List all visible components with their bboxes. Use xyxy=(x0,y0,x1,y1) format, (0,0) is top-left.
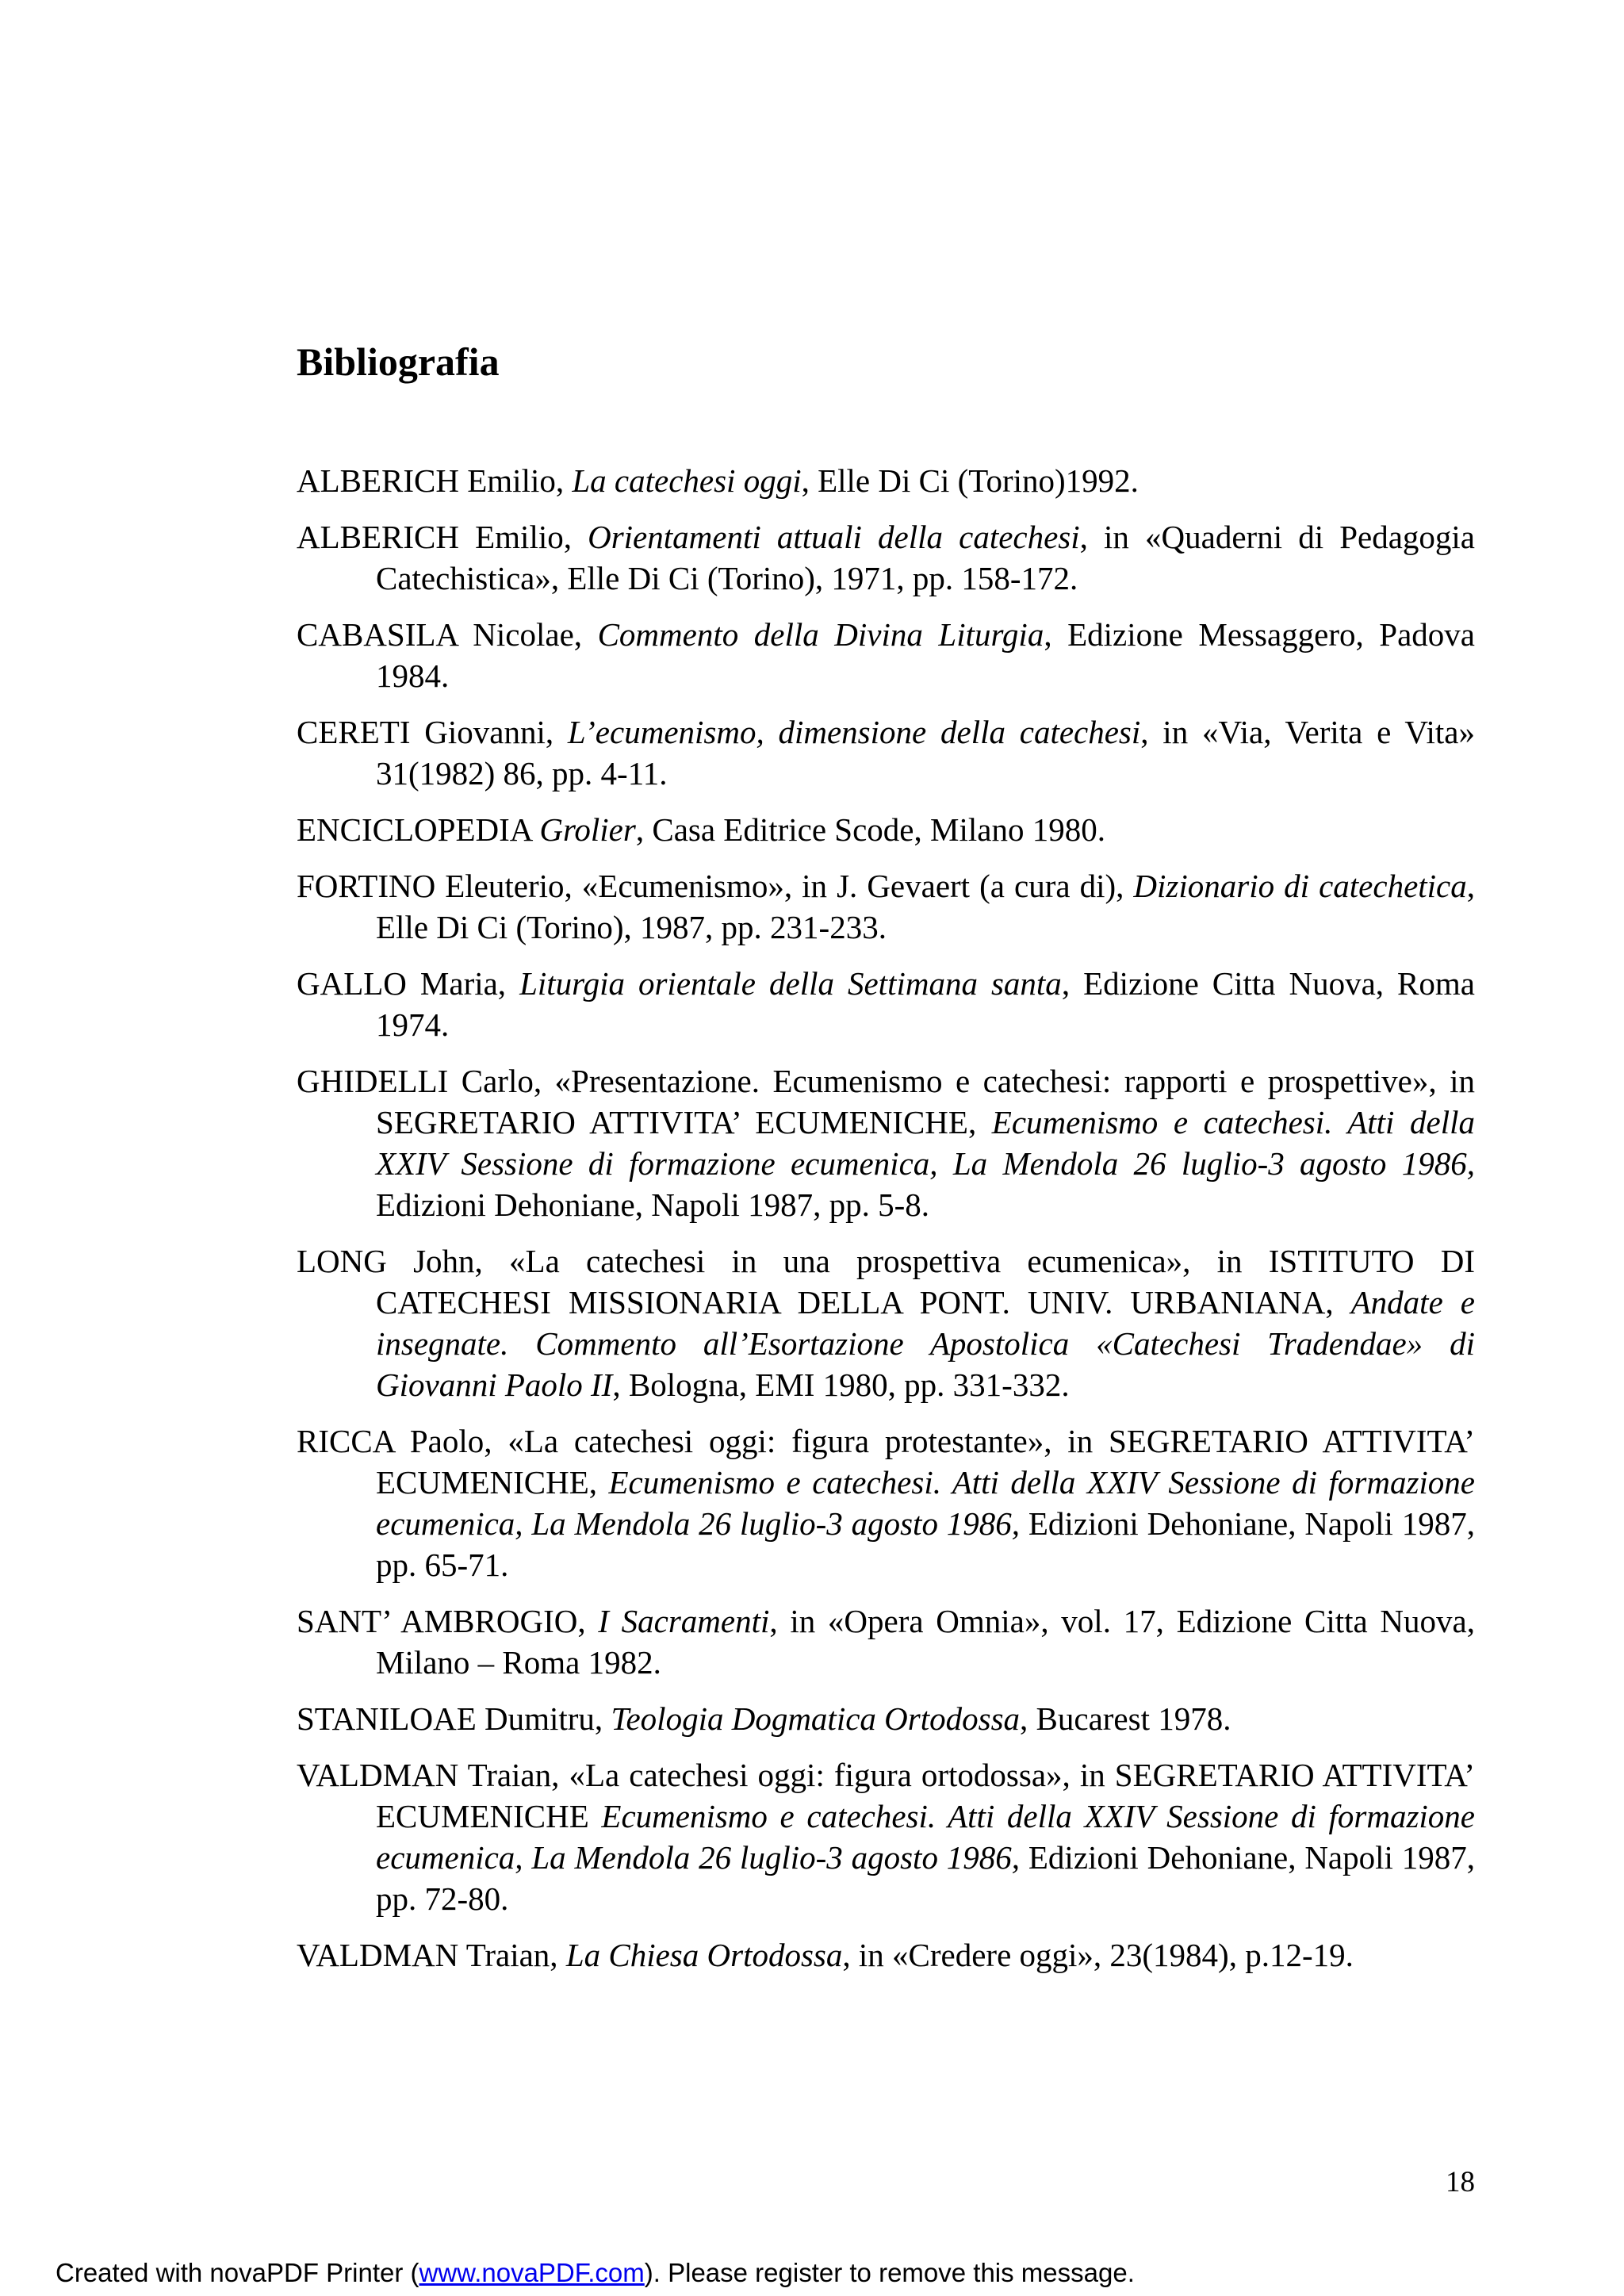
entry-details: , Bucarest 1978. xyxy=(1020,1700,1231,1737)
entry-details: , in «Via, Verita e Vita» 31(1982) 86, pp. 4-11. xyxy=(376,714,1475,792)
entry-title: Ecumenismo e catechesi. Atti della XXIV Sessione di formazione ecumenica, La Mendola 26 luglio-3 agosto 1986, xyxy=(376,1464,1476,1542)
entry-title: Dizionario di catechetica xyxy=(1133,868,1467,904)
bibliography-entry xyxy=(297,1698,1475,1739)
entry-title: Grolier xyxy=(539,811,636,848)
entry-details: , Edizione Citta Nuova, Roma 1974. xyxy=(376,965,1475,1043)
entry-author: FORTINO Eleuterio, «Ecumenismo», in J. Gevaert (a cura di), xyxy=(297,868,1134,904)
entry-author: CABASILA Nicolae, xyxy=(297,616,598,653)
entry-details: , in «Opera Omnia», vol. 17, Edizione Citta Nuova, Milano – Roma 1982. xyxy=(376,1603,1475,1681)
entry-details: , Bologna, EMI 1980, pp. 331-332. xyxy=(612,1366,1070,1403)
entry-author: CERETI Giovanni, xyxy=(297,714,568,750)
entry-details: Edizioni Dehoniane, Napoli 1987, pp. 5-8. xyxy=(376,1186,930,1223)
bibliography-entry xyxy=(297,614,1475,696)
page-number: 18 xyxy=(1446,2166,1475,2198)
entry-details: Edizioni Dehoniane, Napoli 1987, pp. 72-80. xyxy=(376,1839,1475,1917)
entry-author: SANT’ AMBROGIO, xyxy=(297,1603,599,1639)
bibliography-entry xyxy=(297,1934,1475,1976)
printer-watermark-message xyxy=(56,2257,1135,2289)
entry-title: Commento della Divina Liturgia xyxy=(597,616,1044,653)
entry-details: , Elle Di Ci (Torino)1992. xyxy=(801,462,1139,499)
bibliography-entry xyxy=(297,1060,1475,1225)
bibliography-entry xyxy=(297,809,1475,850)
page-title: Bibliografia xyxy=(297,339,500,384)
entry-details: , Edizione Messaggero, Padova 1984. xyxy=(376,616,1475,694)
entry-title: Ecumenismo e catechesi. Atti della XXIV Sessione di formazione ecumenica, La Mendola 26 luglio-3 agosto 1986, xyxy=(376,1104,1475,1182)
bibliography-entry xyxy=(297,711,1475,794)
entry-author: GALLO Maria, xyxy=(297,965,520,1002)
entry-details: Edizioni Dehoniane, Napoli 1987, pp. 65-71. xyxy=(376,1505,1475,1583)
entry-title: Ecumenismo e catechesi. Atti della XXIV Sessione di formazione ecumenica, La Mendola 26 luglio-3 agosto 1986, xyxy=(376,1798,1476,1876)
entry-author: LONG John, «La catechesi in una prospettiva ecumenica», in ISTITUTO DI CATECHESI MISSIONARIA DELLA PONT. UNIV. URBANIANA, xyxy=(297,1243,1475,1320)
footer-link[interactable]: www.novaPDF.com xyxy=(419,2258,645,2287)
entry-author: RICCA Paolo, «La catechesi oggi: figura protestante», in SEGRETARIO ATTIVITA’ ECUMENICHE, xyxy=(297,1423,1475,1501)
bibliography-entry xyxy=(297,516,1475,599)
entry-title: L’ecumenismo, dimensione della catechesi xyxy=(567,714,1141,750)
footer-suffix: ). Please register to remove this message. xyxy=(644,2258,1135,2287)
entry-author: ALBERICH Emilio, xyxy=(297,462,573,499)
footer-prefix: Created with novaPDF Printer ( xyxy=(56,2258,419,2287)
entry-author: STANILOAE Dumitru, xyxy=(297,1700,611,1737)
entry-title: Orientamenti attuali della catechesi xyxy=(588,519,1080,555)
bibliography-entry xyxy=(297,1600,1475,1683)
bibliography-entry xyxy=(297,460,1475,501)
entry-details: , in «Credere oggi», 23(1984), p.12-19. xyxy=(842,1937,1354,1973)
entry-title: Liturgia orientale della Settimana santa xyxy=(519,965,1062,1002)
bibliography-list xyxy=(297,460,1475,1991)
bibliography-entry xyxy=(297,1240,1475,1405)
bibliography-entry xyxy=(297,865,1475,948)
entry-author: GHIDELLI Carlo, «Presentazione. Ecumenismo e catechesi: rapporti e prospettive», in SEGRETARIO ATTIVITA’ ECUMENICHE, xyxy=(297,1063,1475,1140)
entry-author: ALBERICH Emilio, xyxy=(297,519,588,555)
entry-author: VALDMAN Traian, xyxy=(297,1937,566,1973)
entry-title: La Chiesa Ortodossa xyxy=(565,1937,843,1973)
entry-author: VALDMAN Traian, «La catechesi oggi: figura ortodossa», in SEGRETARIO ATTIVITA’ ECUMENICHE xyxy=(297,1757,1475,1834)
entry-details: , Elle Di Ci (Torino), 1987, pp. 231-233. xyxy=(376,868,1475,945)
entry-details: , Casa Editrice Scode, Milano 1980. xyxy=(635,811,1105,848)
entry-title: I Sacramenti xyxy=(598,1603,770,1639)
entry-title: Teologia Dogmatica Ortodossa xyxy=(611,1700,1021,1737)
bibliography-entry xyxy=(297,1420,1475,1585)
entry-title: Andate e insegnate. Commento all’Esortazione Apostolica «Catechesi Tradendae» di Giovanni Paolo II xyxy=(376,1284,1475,1403)
bibliography-entry xyxy=(297,963,1475,1045)
entry-title: La catechesi oggi xyxy=(572,462,802,499)
bibliography-entry xyxy=(297,1754,1475,1919)
entry-author: ENCICLOPEDIA xyxy=(297,811,540,848)
entry-details: , in «Quaderni di Pedagogia Catechistica», Elle Di Ci (Torino), 1971, pp. 158-172. xyxy=(376,519,1475,596)
